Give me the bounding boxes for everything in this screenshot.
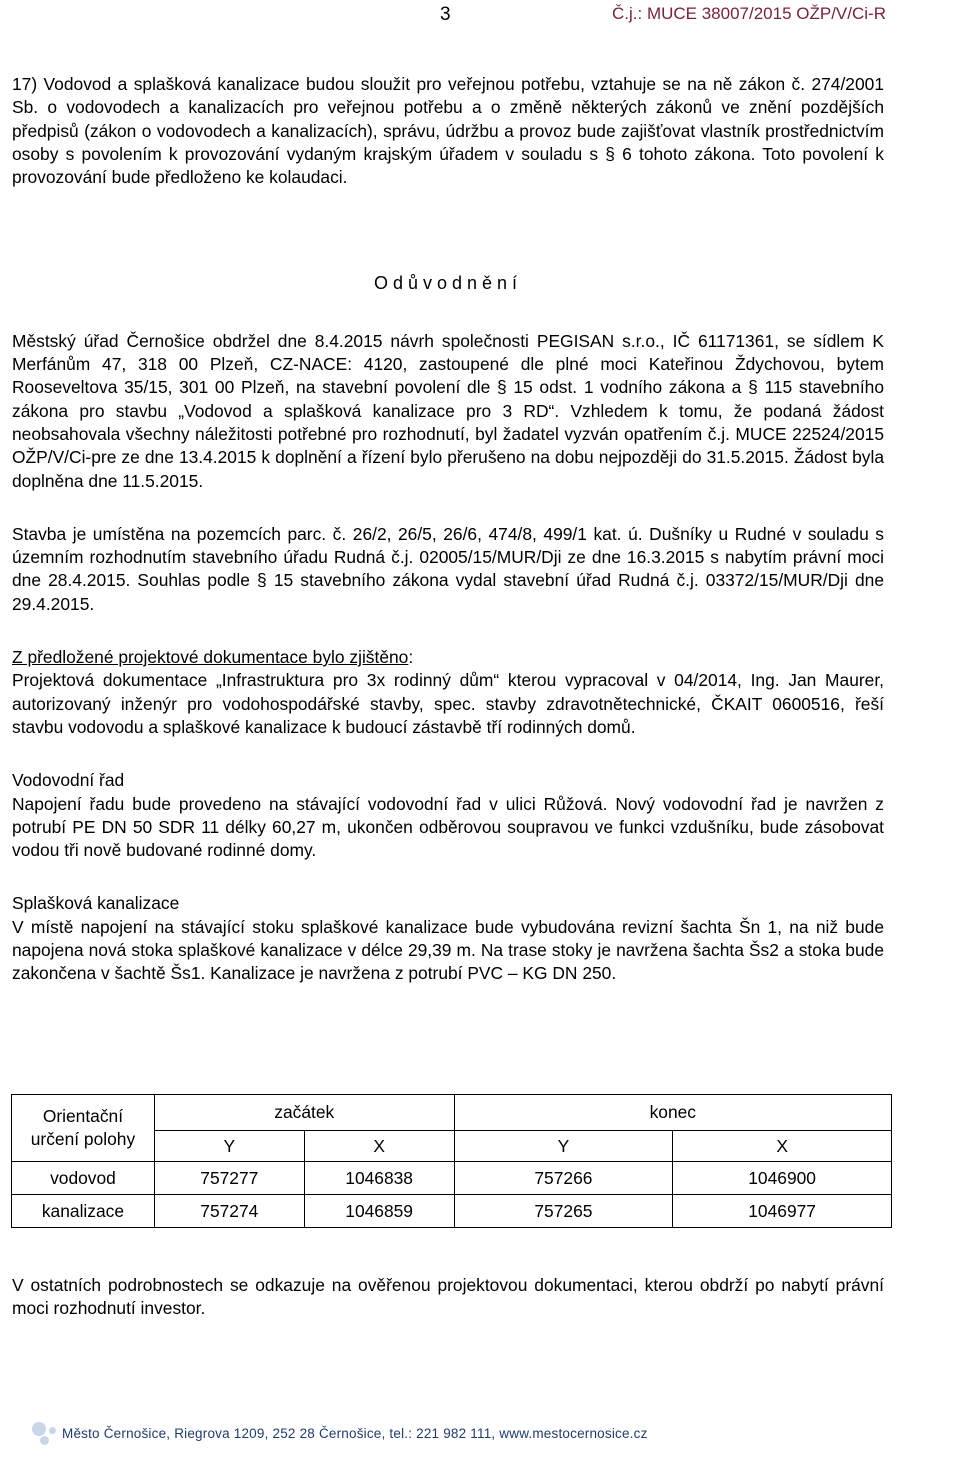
cell-x-end: 1046900 (673, 1162, 892, 1195)
cell-x-start: 1046859 (304, 1195, 454, 1228)
cell-x-end: 1046977 (673, 1195, 892, 1228)
row-name: kanalizace (12, 1195, 155, 1228)
cell-y-end: 757265 (454, 1195, 673, 1228)
zjisteno-label: Z předložené projektové dokumentace bylo zjištěno (12, 647, 409, 668)
cell-y-end: 757266 (454, 1162, 673, 1195)
table-corner-header: Orientační určení polohy (12, 1095, 155, 1162)
vodovod-text: Napojení řadu bude provedeno na stávající vodovodní řad v ulici Růžová. Nový vodovodní řad je navržen z potrubí PE DN 50 SDR 11 délky 60,27 m, ukončen odběrovou soupravou ve funkci vzdušníku, bude zásobovat vodou tři nově budované rodinné domy. (12, 793, 884, 861)
position-table (11, 1094, 892, 1228)
table-header-x-end: X (673, 1131, 892, 1162)
stavba-paragraph: Stavba je umístěna na pozemcích parc. č. 26/2, 26/5, 26/6, 474/8, 499/1 kat. ú. Dušníky u Rudné v souladu s územním rozhodnutím stavebního úřadu Rudná č.j. 02005/15/MUR/Dji ze dne 16.3.2015 s nabytím právní moci dne 28.4.2015. Souhlas podle § 15 stavebního zákona vydal stavební úřad Rudná č.j. 03372/15/MUR/Dji dne 29.4.2015. (12, 523, 884, 614)
document-body (12, 73, 884, 986)
cell-y-start: 757274 (154, 1195, 304, 1228)
kanalizace-text: V místě napojení na stávající stoku splaškové kanalizace bude vybudována revizní šachta Šn 1, na niž bude napojena nová stoka splaškové kanalizace v délce 29,39 m. Na trase stoky je navržena šachta Šs2 a stoka bude zakončena v šachtě Šs1. Kanalizace je navržena z potrubí PVC – KG DN 250. (12, 916, 884, 984)
table-header-y-end: Y (454, 1131, 673, 1162)
section-heading: Odůvodnění (373, 273, 523, 294)
zjisteno-heading (12, 646, 884, 669)
table-header-end: konec (454, 1095, 891, 1131)
zjisteno-text: Projektová dokumentace „Infrastruktura pro 3x rodinný dům“ kterou vypracoval v 04/2014, Ing. Jan Maurer, autorizovaný inženýr pro vodohospodářské stavby, spec. stavby zdravotnětechnické, ČKAIT 0600516, řeší stavbu vodovodu a splaškové kanalizace k budoucí zástavbě tří rodinných domů. (12, 670, 884, 737)
intro-paragraph: Městský úřad Černošice obdržel dne 8.4.2015 návrh společnosti PEGISAN s.r.o., IČ 61171361, se sídlem K Merfánům 47, 318 00 Plzeň, CZ-NACE: 4120, zastoupené dle plné moci Kateřinou Ždychovou, bytem Rooseveltova 35/15, 301 00 Plzeň, na stavební povolení dle § 15 odst. 1 vodního zákona a § 115 stavebního zákona pro stavbu „Vodovod a splašková kanalizace pro 3 RD“. Vzhledem k tomu, že podaná žádost neobsahovala všechny náležitosti potřebné pro rozhodnutí, byl žadatel vyzván opatřením č.j. MUCE 22524/2015 OŽP/V/Ci-pre ze dne 13.4.2015 k doplnění a řízení bylo přerušeno na dobu nejpozději do 31.5.2015. Žádost byla doplněna dne 11.5.2015. (12, 330, 884, 491)
closing-paragraph: V ostatních podrobnostech se odkazuje na ověřenou projektovou dokumentaci, kterou obdrží po nabytí právní moci rozhodnutí investor. (12, 1275, 884, 1319)
cell-x-start: 1046838 (304, 1162, 454, 1195)
zjisteno-colon: : (408, 647, 414, 668)
table-header-y-start: Y (154, 1131, 304, 1162)
page-number: 3 (440, 4, 451, 25)
vodovod-title: Vodovodní řad (12, 770, 125, 791)
paragraph-17: 17) Vodovod a splašková kanalizace budou sloužit pro veřejnou potřebu, vztahuje se na ně zákon č. 274/2001 Sb. o vodovodech a kanalizacích pro veřejnou potřebu a o změně některých zákonů ve znění pozdějších předpisů (zákon o vodovodech a kanalizacích), správu, údržbu a provoz bude zajišťovat vlastník prostřednictvím osoby s povolením k provozování vydaným krajským úřadem v souladu s § 6 tohoto zákona. Toto povolení k provozování bude předloženo ke kolaudaci. (12, 74, 884, 188)
page-footer (0, 1408, 960, 1465)
table-header-x-start: X (304, 1131, 454, 1162)
footer-address: Město Černošice, Riegrova 1209, 252 28 Černošice, tel.: 221 982 111, www.mestocernosice.cz (62, 1426, 648, 1441)
row-name: vodovod (12, 1162, 155, 1195)
table-row (12, 1162, 892, 1195)
document-reference: Č.j.: MUCE 38007/2015 OŽP/V/Ci-R (612, 4, 886, 23)
table-row (12, 1195, 892, 1228)
kanalizace-title: Splašková kanalizace (12, 893, 180, 914)
cell-y-start: 757277 (154, 1162, 304, 1195)
table-header-start: začátek (154, 1095, 454, 1131)
